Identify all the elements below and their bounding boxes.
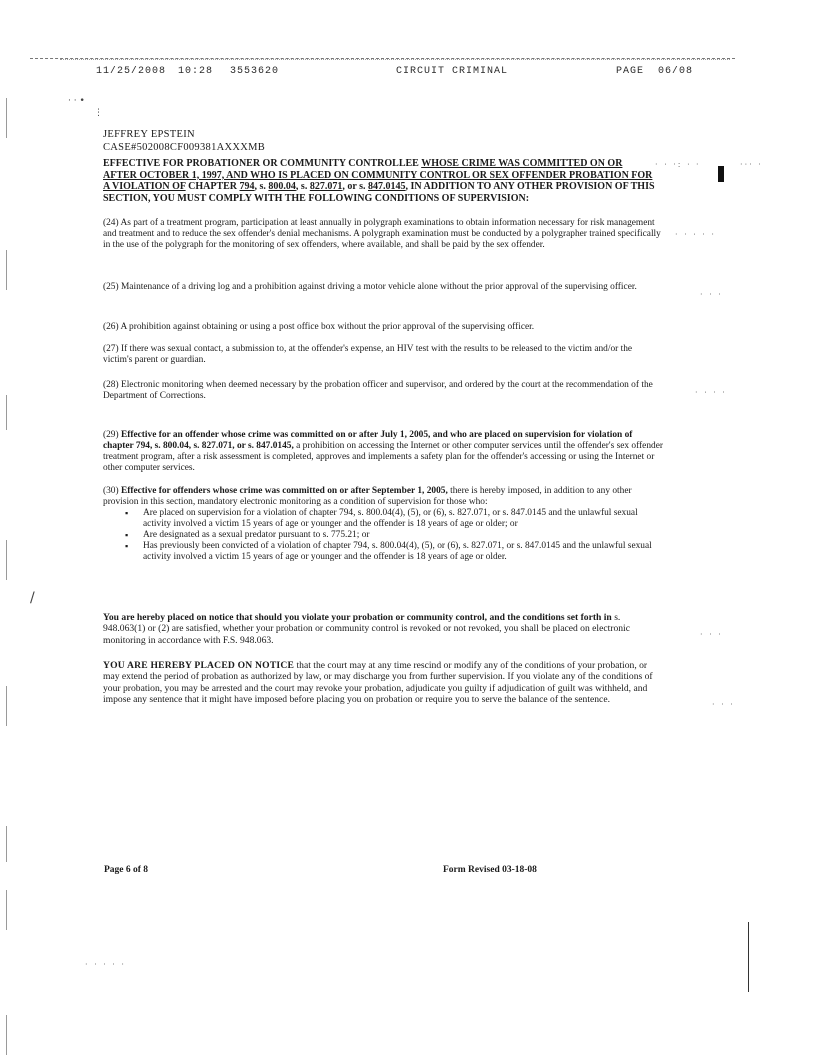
defendant-name: JEFFREY EPSTEIN [103,129,195,140]
scan-noise: · · · · · [85,960,126,969]
fax-sender: CIRCUIT CRIMINAL [396,66,509,77]
list-item: ▪ Has previously been convicted of a violation of chapter 794, s. 800.04(4), (5), or (6), s. 827.071, or s. 847.0145 and the unlawful sexual activity involved a victim 15 years of age or younger and the offender is 18 years of age or older. [103,541,663,563]
scan-edge-mark [6,686,17,726]
condition-26: (26) A prohibition against obtaining or using a post office box without the prior approval of the supervising officer. [103,322,535,332]
conditions-intro: EFFECTIVE FOR PROBATIONER OR COMMUNITY CONTROLLEE WHOSE CRIME WAS COMMITTED ON OR AFTER OCTOBER 1, 1997, AND WHO IS PLACED ON COMMUNITY CONTROL OR SEX OFFENDER PROBATION FOR A VIOLATION OF CHAPTER 794, s. 800.04, s. 827.071, or s. 847.0145, IN ADDITION TO ANY OTHER PROVISION OF THIS SECTION, YOU MUST COMPLY WITH THE FOLLOWING CONDITIONS OF SUPERVISION: [103,158,655,204]
defendant-block [103,128,503,154]
scan-speck: ⋮ [94,108,103,118]
scan-slash-mark: / [30,590,35,606]
list-item: ▪ Are designated as a sexual predator pursuant to s. 775.21; or [103,530,663,541]
form-revision: Form Revised 03-18-08 [443,865,537,875]
scan-noise: · · · [700,290,723,299]
fax-header [96,66,716,80]
notice-2-lead: YOU ARE HEREBY PLACED ON NOTICE [103,660,295,671]
scan-noise: · ⋅ · · [695,388,727,397]
scan-blot [718,166,724,182]
scan-noise: ·⋅· · [740,160,763,169]
fax-page-label: PAGE [616,66,645,77]
page-number: Page 6 of 8 [104,865,149,875]
court-modification-notice: YOU ARE HEREBY PLACED ON NOTICE that the court may at any time rescind or modify any of the conditions of your probation, or may extend the period of probation as authorized by law, or may discharge you from further supervision. If you violate any of the conditions of your probation, you may be arrested and the court may revoke your probation, adjudicate you guilty if adjudication of guilt was withheld, and impose any sentence that it might have imposed before placing you on probation or require you to serve the balance of the sentence. [103,660,653,706]
condition-25: (25) Maintenance of a driving log and a prohibition against driving a motor vehicle alone without the prior approval of the supervising officer. [103,282,637,292]
condition-27: (27) If there was sexual contact, a submission to, at the offender's expense, an HIV test with the results to be released to the victim and/or the victim's parent or guardian. [103,344,633,365]
condition-29-lead: Effective for an offender whose crime was committed on or after July 1, 2005, and who are placed on supervision for violation of chapter 794, s. 800.04, s. 827.071, or s. 847.0145, [103,430,633,451]
scan-vertical-line [748,922,749,992]
scan-edge-mark [6,1015,17,1055]
case-number: CASE#502008CF009381AXXXMB [103,142,266,153]
fax-number: 3553620 [230,66,280,77]
condition-28: (28) Electronic monitoring when deemed necessary by the probation officer and supervisor, and ordered by the court at the recommendation of the Department of Corrections. [103,380,653,401]
scan-edge-mark [6,98,17,138]
scan-edge-mark [6,890,17,930]
condition-29: (29) Effective for an offender whose crime was committed on or after July 1, 2005, and who are placed on supervision for violation of chapter 794, s. 800.04, s. 827.071, or s. 847.0145, a prohibition on accessing the Internet or other computer services until the offender's sex offender treatment program, after a risk assessment is completed, approves and implements a safety plan for the offender's accessing or using the Internet or other computer services. [103,430,664,473]
scan-speck: · · • [68,96,85,106]
fax-time: 10:28 [178,66,214,77]
condition-30: (30) Effective for offenders whose crime was committed on or after September 1, 2005, there is hereby imposed, in addition to any other provision in this section, mandatory electronic monitoring as a condition of supervision for those who: ▪ Are placed on supervision for a violation of chapter 794, s. 800.04(4), (5), or (6), s. 827.071, or s. 847.0145 and the unlawful sexual activity involved a victim 15 years of age or younger and the offender is 18 years of age or older; or ▪ Are designated as a sexual predator pursuant to s. 775.21; or ▪ Has previously been convicted of a violation of chapter 794, s. 800.04(4), (5), or (6), s. 827.071, or s. 847.0145 and the unlawful sexual activity involved a victim 15 years of age or younger and the offender is 18 years of age or older. [103,486,663,563]
scan-noise: · · ⋅ · · [675,230,716,239]
scan-edge-mark [6,250,17,290]
scan-noise: · · · [712,700,735,709]
electronic-monitoring-notice: You are hereby placed on notice that should you violate your probation or community control, and the conditions set forth in s. 948.063(1) or (2) are satisfied, whether your probation or community control is revoked or not revoked, you shall be placed on electronic monitoring in accordance with F.S. 948.063. [103,612,630,646]
scan-noise: · ⋅ ·: ⋅ · [655,160,701,169]
list-item: ▪ Are placed on supervision for a violation of chapter 794, s. 800.04(4), (5), or (6), s. 827.071, or s. 847.0145 and the unlawful sexual activity involved a victim 15 years of age or younger and the offender is 18 years of age or older; or [103,508,663,530]
notice-1-lead: You are hereby placed on notice that should you violate your probation or community control, and the conditions set forth in [103,612,612,623]
fax-page-value: 06/08 [658,66,694,77]
fax-date: 11/25/2008 [96,66,167,77]
condition-30-lead: Effective for offenders whose crime was committed on or after September 1, 2005, [120,486,448,496]
scan-noise: · · · [700,630,723,639]
scan-edge-mark [6,540,17,580]
fax-header-rule-secondary [60,59,730,60]
scan-edge-mark [6,826,17,862]
condition-24: (24) As part of a treatment program, participation at least annually in polygraph examinations to obtain information necessary for risk management and treatment and to reduce the sex offender's denial mechanisms. A polygraph examination must be conducted by a polygrapher trained specifically in the use of the polygraph for the monitoring of sex offenders, where available, and shall be paid by the sex offender. [103,218,661,250]
scan-edge-mark [6,395,17,430]
condition-30-bullets [103,508,663,563]
intro-underlined: WHOSE CRIME WAS COMMITTED ON OR AFTER OCTOBER 1, 1997, AND WHO IS PLACED ON COMMUNITY CONTROL OR SEX OFFENDER PROBATION FOR A VIOLATION OF [103,158,653,193]
